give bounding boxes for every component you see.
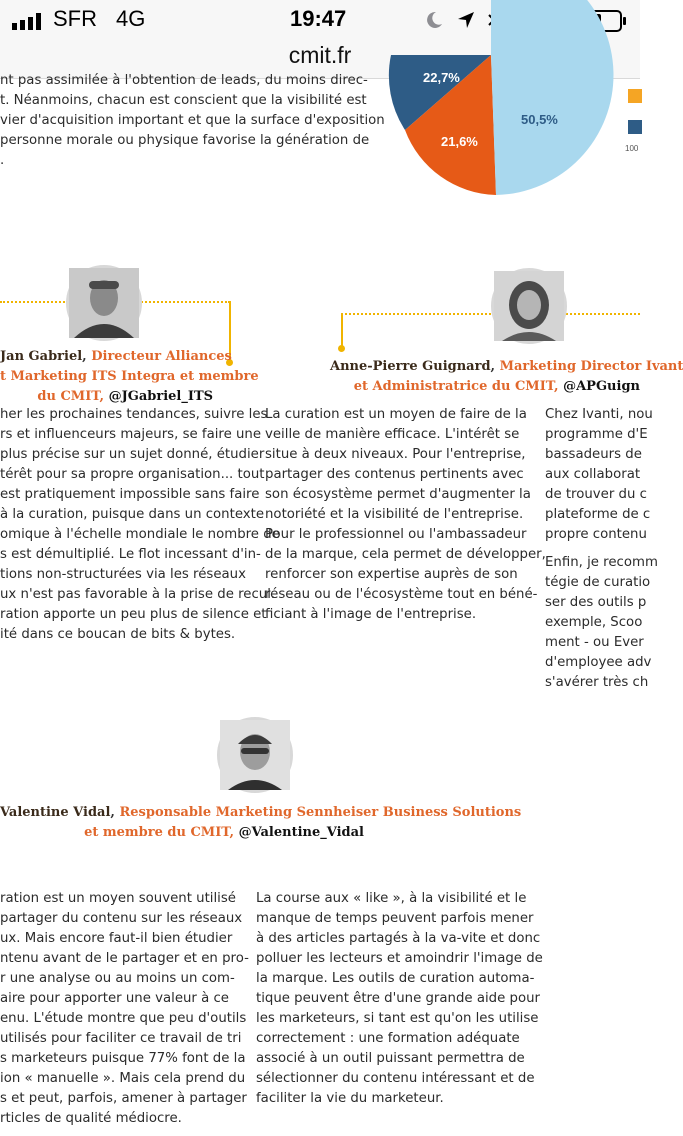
signal-icon <box>12 12 48 30</box>
article-page[interactable] <box>0 70 683 1136</box>
author-role: et membre du CMIT, <box>84 825 235 840</box>
text-line: plus précise sur un sujet donné, étudier <box>0 447 265 462</box>
valentine-vidal-quote-continued <box>256 889 543 1109</box>
author-role: t Marketing ITS Integra et membre <box>0 369 259 384</box>
portrait-photo <box>494 271 564 341</box>
text-line: personne morale ou physique favorise la génération de <box>0 133 370 148</box>
text-line: vier d'acquisition important et que la surface d'exposition <box>0 113 385 128</box>
text-line: programme d'E <box>545 427 648 442</box>
text-line: omique à l'échelle mondiale le nombre de <box>0 527 280 542</box>
network-type: 4G <box>116 6 146 31</box>
text-line: ux n'est pas favorable à la prise de recul. <box>0 587 276 602</box>
pie-label-light-blue: 50,5% <box>521 112 558 127</box>
text-line: . <box>0 153 5 168</box>
text-line: tégie de curatio <box>545 575 651 590</box>
pie-chart <box>385 70 640 209</box>
text-line: s est démultiplié. Le flot incessant d'in- <box>0 547 261 562</box>
text-line: ration est un moyen souvent utilisé <box>0 891 236 906</box>
clock: 19:47 <box>290 6 347 31</box>
text-line: plateforme de c <box>545 507 651 522</box>
legend-swatch-orange <box>628 89 642 103</box>
text-line: de la marque, cela permet de développer, <box>265 547 546 562</box>
timeline-dot <box>338 345 345 352</box>
text-line: ux. Mais encore faut-il bien étudier <box>0 931 233 946</box>
text-line: rs et influenceurs majeurs, se faire une <box>0 427 262 442</box>
anne-pierre-guignard-caption: Anne-Pierre Guignard, Marketing Director Ivant et Administratrice du CMIT, @APGuign <box>330 359 683 394</box>
text-line: d'employee adv <box>545 655 652 670</box>
moon-icon <box>424 10 444 30</box>
author-handle[interactable]: @Valentine_Vidal <box>238 825 364 840</box>
text-line: bassadeurs de <box>545 447 642 462</box>
text-line: situe à deux niveaux. Pour l'entreprise, <box>265 447 526 462</box>
text-line: s marketeurs puisque 77% font de la <box>0 1051 246 1066</box>
text-line: réseau ou de l'écosystème tout en béné- <box>265 587 538 602</box>
text-line: ité dans ce boucan de bits & bytes. <box>0 627 236 642</box>
text-line: tions non-structurées via les réseaux <box>0 567 246 582</box>
text-line: correctement : une formation adéquate <box>256 1031 520 1046</box>
text-line: La curation est un moyen de faire de la <box>265 407 527 422</box>
text-line: est pratiquement impossible sans faire <box>0 487 260 502</box>
pie-label-orange: 21,6% <box>441 134 478 149</box>
valentine-vidal-quote <box>0 889 249 1129</box>
url-text: cmit.fr <box>288 42 352 68</box>
timeline-line <box>341 314 343 348</box>
text-line: tique peuvent être d'une grande aide pour <box>256 991 540 1006</box>
timeline-line <box>566 313 640 315</box>
pie-label-navy: 22,7% <box>423 70 460 85</box>
text-line: faciliter la vie du marketeur. <box>256 1091 444 1106</box>
jan-gabriel-caption: Jan Gabriel, Directeur Alliances t Marketing ITS Integra et membre du CMIT, @JGabriel_ITS <box>0 349 259 404</box>
intro-paragraph <box>0 71 385 171</box>
text-line: her les prochaines tendances, suivre les <box>0 407 268 422</box>
text-line: polluer les lecteurs et amoindrir l'image de <box>256 951 543 966</box>
pie-slice-light-blue <box>491 0 613 195</box>
author-name: Jan Gabriel <box>0 349 83 364</box>
carrier-name: SFR <box>53 6 97 31</box>
text-line: sélectionner du contenu intéressant et de <box>256 1071 535 1086</box>
valentine-vidal-avatar <box>217 717 293 793</box>
text-line: de trouver du c <box>545 487 647 502</box>
timeline-line <box>0 301 68 303</box>
location-arrow-icon <box>456 10 476 30</box>
text-line: s'avérer très ch <box>545 675 649 690</box>
text-line: s et peut, parfois, amener à partager <box>0 1091 247 1106</box>
anne-pierre-guignard-quote <box>265 405 546 625</box>
anne-pierre-guignard-quote-continued <box>545 405 658 693</box>
author-role: et Administratrice du CMIT, <box>353 379 559 394</box>
text-line: manque de temps peuvent parfois mener <box>256 911 534 926</box>
author-handle[interactable]: @APGuign <box>563 379 640 394</box>
jan-gabriel-avatar <box>66 265 142 341</box>
text-line: enu. L'étude montre que peu d'outils <box>0 1011 247 1026</box>
text-line: t. Néanmoins, chacun est conscient que la visibilité est <box>0 93 367 108</box>
text-line: ment - ou Ever <box>545 635 644 650</box>
text-line: propre contenu <box>545 527 647 542</box>
text-line: exemple, Scoo <box>545 615 643 630</box>
valentine-vidal-caption: Valentine Vidal, Responsable Marketing Sennheiser Business Solutions et membre du CMIT, @Valentine_Vidal <box>0 805 522 840</box>
text-line: associé à un outil puissant permettra de <box>256 1051 525 1066</box>
text-line: aire pour apporter une valeur à ce <box>0 991 229 1006</box>
text-line: utilisés pour faciliter ce travail de tri <box>0 1031 242 1046</box>
text-line: partager des contenus pertinents avec <box>265 467 524 482</box>
text-line: à la curation, puisque dans un contexte <box>0 507 265 522</box>
text-line: La course aux « like », à la visibilité et le <box>256 891 527 906</box>
text-line: ficiant à l'image de l'entreprise. <box>265 607 477 622</box>
author-role: Responsable Marketing Sennheiser Business Solutions <box>119 805 522 820</box>
legend-axis-label: 100 <box>625 144 639 153</box>
author-role: Directeur Alliances <box>91 349 232 364</box>
text-line: térêt pour sa propre organisation... tout <box>0 467 265 482</box>
author-role: du CMIT, <box>37 389 105 404</box>
text-line: Pour le professionnel ou l'ambassadeur <box>265 527 527 542</box>
author-name: Anne-Pierre Guignard <box>330 359 491 374</box>
text-line: Chez Ivanti, nou <box>545 407 653 422</box>
author-handle[interactable]: @JGabriel_ITS <box>108 389 213 404</box>
text-line: son écosystème permet d'augmenter la <box>265 487 531 502</box>
text-line: r une analyse ou au moins un com- <box>0 971 235 986</box>
anne-pierre-guignard-avatar <box>491 268 567 344</box>
text-line: à des articles partagés à la va-vite et donc <box>256 931 541 946</box>
portrait-photo <box>69 268 139 338</box>
text-line: la marque. Les outils de curation automa- <box>256 971 535 986</box>
timeline-line <box>341 313 491 315</box>
author-name: Valentine Vidal <box>0 805 111 820</box>
text-line: Enfin, je recomm <box>545 555 658 570</box>
text-line: ser des outils p <box>545 595 647 610</box>
text-line: les marketeurs, si tant est qu'on les utilise <box>256 1011 539 1026</box>
text-line: rticles de qualité médiocre. <box>0 1111 182 1126</box>
text-line: ion « manuelle ». Mais cela prend du <box>0 1071 246 1086</box>
text-line: ntenu avant de le partager et en pro- <box>0 951 249 966</box>
legend-swatch-navy <box>628 120 642 134</box>
text-line: ration apporte un peu plus de silence et <box>0 607 267 622</box>
text-line: notoriété et la visibilité de l'entreprise. <box>265 507 524 522</box>
text-line: renforcer son expertise auprès de son <box>265 567 518 582</box>
text-line: partager du contenu sur les réseaux <box>0 911 243 926</box>
text-line: nt pas assimilée à l'obtention de leads, du moins direc- <box>0 73 368 88</box>
portrait-photo <box>220 720 290 790</box>
text-line: aux collaborat <box>545 467 641 482</box>
text-line: veille de manière efficace. L'intérêt se <box>265 427 520 442</box>
jan-gabriel-quote <box>0 405 280 645</box>
author-role: Marketing Director Ivant <box>499 359 683 374</box>
